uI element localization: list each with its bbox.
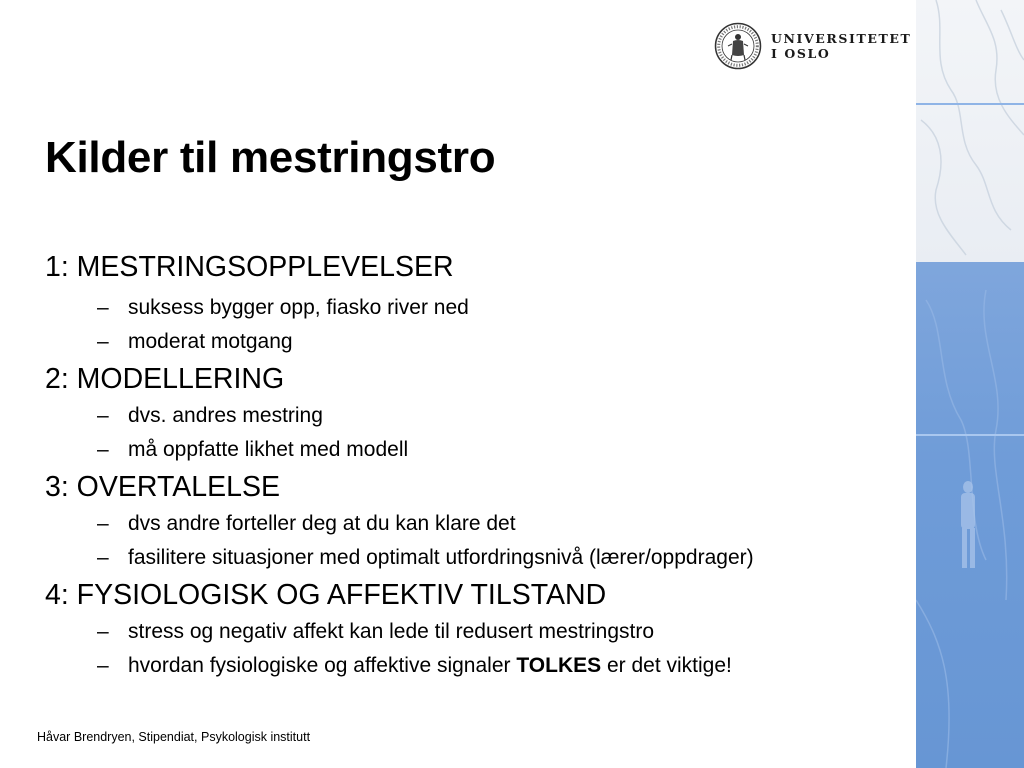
list-item	[45, 291, 905, 325]
section-fysiologisk	[45, 575, 905, 683]
section-modellering	[45, 359, 905, 467]
list-item-text: dvs. andres mestring	[128, 404, 323, 427]
section-mestringsopplevelser	[45, 247, 905, 359]
university-name-line2: I OSLO	[771, 46, 831, 61]
list-item	[45, 507, 905, 541]
list-item	[45, 649, 905, 683]
list-item	[45, 433, 905, 467]
list-item	[45, 399, 905, 433]
list-item-text-before: hvordan fysiologiske og affektive signaler	[128, 654, 517, 677]
list-item	[45, 325, 905, 359]
dash-bullet: –	[97, 546, 109, 569]
slide-content	[45, 247, 905, 683]
dash-bullet: –	[97, 654, 109, 677]
list-item-text-after: er det viktige!	[601, 654, 732, 677]
dash-bullet: –	[97, 512, 109, 535]
section-heading: 1: MESTRINGSOPPLEVELSER	[45, 251, 454, 283]
section-heading: 2: MODELLERING	[45, 363, 285, 395]
side-rule-top	[916, 103, 1024, 105]
dash-bullet: –	[97, 330, 109, 353]
side-rule-bottom	[916, 434, 1024, 436]
section-heading: 3: OVERTALELSE	[45, 471, 280, 503]
university-name	[771, 31, 911, 61]
side-decoration	[916, 0, 1024, 768]
university-name-line1: UNIVERSITETET	[771, 31, 912, 46]
emphasis-tolkes: TOLKES	[516, 654, 602, 677]
section-overtalelse	[45, 467, 905, 575]
university-seal-icon	[714, 22, 762, 70]
list-item-text: suksess bygger opp, fiasko river ned	[128, 296, 469, 319]
list-item	[45, 615, 905, 649]
dash-bullet: –	[97, 404, 109, 427]
slide-title: Kilder til mestringstro	[45, 133, 496, 182]
dash-bullet: –	[97, 438, 109, 461]
section-heading: 4: FYSIOLOGISK OG AFFEKTIV TILSTAND	[45, 579, 607, 611]
dash-bullet: –	[97, 620, 109, 643]
list-item	[45, 541, 905, 575]
footer-author: Håvar Brendryen, Stipendiat, Psykologisk institutt	[37, 730, 311, 744]
sculpture-art	[916, 0, 1024, 768]
list-item-text: dvs andre forteller deg at du kan klare det	[128, 512, 516, 535]
list-item-text: stress og negativ affekt kan lede til redusert mestringstro	[128, 620, 655, 643]
list-item-text: må oppfatte likhet med modell	[128, 438, 409, 461]
list-item-text: fasilitere situasjoner med optimalt utfordringsnivå (lærer/oppdrager)	[128, 546, 754, 569]
list-item-text: moderat motgang	[128, 330, 293, 353]
dash-bullet: –	[97, 296, 109, 319]
university-logo	[714, 22, 912, 72]
